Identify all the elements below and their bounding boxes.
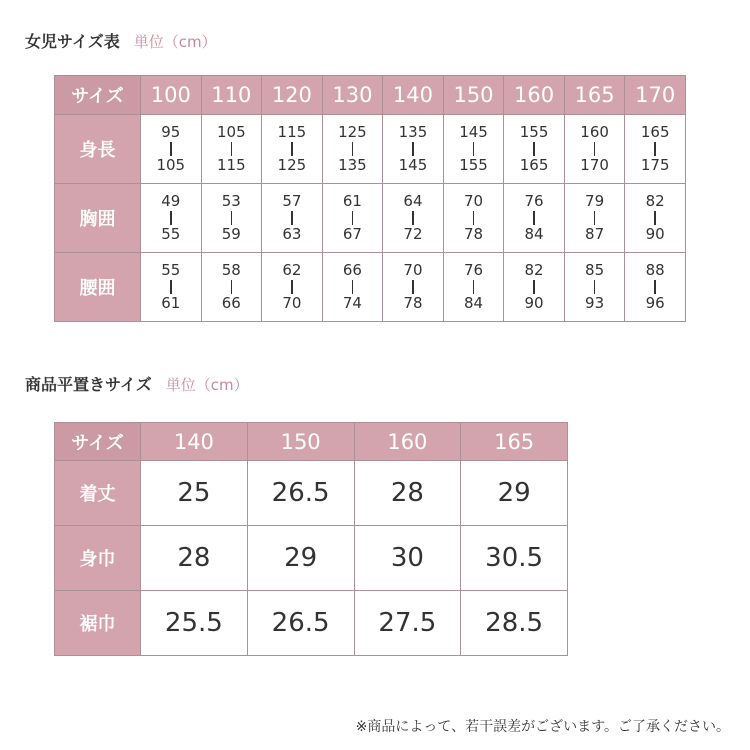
range-max: 84 — [524, 225, 544, 243]
range-separator — [291, 280, 293, 294]
range-separator — [231, 211, 233, 225]
range-max: 87 — [585, 225, 605, 243]
size-corner-header: サイズ — [55, 423, 141, 461]
range-min: 55 — [161, 261, 181, 279]
product-size-chart-title-block — [25, 372, 249, 395]
size-header: 130 — [322, 76, 383, 115]
measurement-cell — [262, 253, 323, 322]
size-corner-header: サイズ — [55, 76, 141, 115]
range-max: 78 — [463, 225, 484, 243]
range-min: 53 — [221, 192, 241, 210]
measurement-range — [323, 193, 383, 243]
measurement-cell — [262, 184, 323, 253]
table-row — [55, 591, 568, 656]
range-min: 57 — [282, 192, 302, 210]
range-min: 155 — [519, 123, 549, 141]
measurement-range — [383, 124, 443, 174]
range-min: 58 — [221, 261, 241, 279]
measurement-cell: 29 — [461, 461, 568, 526]
table-row — [55, 184, 686, 253]
measurement-range — [383, 193, 443, 243]
product-size-chart-title: 商品平置きサイズ — [25, 375, 152, 394]
measurement-range — [323, 124, 383, 174]
measurement-range — [565, 124, 625, 174]
range-separator — [352, 142, 354, 156]
range-max: 72 — [403, 225, 423, 243]
range-min: 70 — [463, 192, 484, 210]
measurement-cell — [564, 253, 625, 322]
range-separator — [473, 142, 475, 156]
range-min: 88 — [645, 261, 665, 279]
table-header-row — [55, 423, 568, 461]
measurement-cell — [443, 115, 504, 184]
measurement-range — [141, 193, 201, 243]
row-label: 裾巾 — [55, 591, 141, 656]
range-separator — [473, 280, 475, 294]
table-row — [55, 253, 686, 322]
range-max: 105 — [156, 156, 186, 174]
measurement-range — [504, 193, 564, 243]
measurement-cell — [443, 184, 504, 253]
measurement-cell — [625, 253, 686, 322]
measurement-range — [202, 262, 262, 312]
table-row — [55, 461, 568, 526]
size-header: 110 — [201, 76, 262, 115]
range-max: 84 — [463, 294, 484, 312]
range-min: 160 — [580, 123, 609, 141]
range-max: 74 — [342, 294, 362, 312]
range-separator — [291, 211, 293, 225]
range-separator — [594, 280, 596, 294]
range-max: 96 — [645, 294, 665, 312]
range-separator — [594, 211, 596, 225]
size-header: 100 — [141, 76, 202, 115]
range-max: 175 — [640, 156, 670, 174]
range-max: 90 — [524, 294, 544, 312]
measurement-cell — [564, 115, 625, 184]
measurement-cell — [201, 184, 262, 253]
row-label: 身巾 — [55, 526, 141, 591]
measurement-range — [202, 124, 262, 174]
measurement-cell: 28 — [141, 526, 248, 591]
range-separator — [170, 280, 172, 294]
range-separator — [654, 280, 656, 294]
range-min: 61 — [342, 192, 362, 210]
measurement-cell — [201, 115, 262, 184]
range-min: 165 — [640, 123, 670, 141]
size-header: 165 — [564, 76, 625, 115]
range-max: 135 — [338, 156, 367, 174]
size-header: 165 — [461, 423, 568, 461]
range-min: 115 — [277, 123, 307, 141]
girls-size-chart-title: 女児サイズ表 — [25, 32, 120, 51]
measurement-range — [323, 262, 383, 312]
range-min: 145 — [459, 123, 488, 141]
range-separator — [352, 280, 354, 294]
row-label: 腰囲 — [55, 253, 141, 322]
girls-size-chart-unit: 単位（cm） — [133, 33, 217, 51]
table-header-row — [55, 76, 686, 115]
measurement-cell — [504, 253, 565, 322]
size-header: 160 — [504, 76, 565, 115]
size-header: 150 — [443, 76, 504, 115]
range-separator — [533, 211, 535, 225]
measurement-cell — [141, 253, 202, 322]
range-separator — [170, 142, 172, 156]
range-min: 76 — [524, 192, 544, 210]
range-max: 93 — [585, 294, 605, 312]
range-min: 105 — [217, 123, 246, 141]
girls-size-table — [54, 75, 686, 322]
measurement-cell — [322, 115, 383, 184]
range-separator — [412, 280, 414, 294]
range-separator — [352, 211, 354, 225]
measurement-range — [565, 262, 625, 312]
range-max: 78 — [403, 294, 423, 312]
measurement-range — [262, 262, 322, 312]
table-row — [55, 526, 568, 591]
range-max: 61 — [161, 294, 181, 312]
row-label: 胸囲 — [55, 184, 141, 253]
measurement-range — [504, 124, 564, 174]
range-separator — [654, 142, 656, 156]
range-max: 59 — [221, 225, 241, 243]
range-max: 115 — [217, 156, 246, 174]
measurement-cell — [443, 253, 504, 322]
range-separator — [533, 280, 535, 294]
range-max: 66 — [221, 294, 241, 312]
range-separator — [533, 142, 535, 156]
range-separator — [654, 211, 656, 225]
measurement-cell: 25 — [141, 461, 248, 526]
range-min: 125 — [338, 123, 367, 141]
range-min: 82 — [645, 192, 665, 210]
range-separator — [412, 211, 414, 225]
range-min: 79 — [585, 192, 605, 210]
product-size-table — [54, 422, 568, 656]
range-max: 155 — [459, 156, 488, 174]
range-separator — [231, 142, 233, 156]
measurement-range — [202, 193, 262, 243]
range-min: 76 — [463, 261, 484, 279]
measurement-cell — [625, 115, 686, 184]
disclaimer-footnote: ※商品によって、若干誤差がございます。ご了承ください。 — [355, 719, 730, 735]
size-header: 170 — [625, 76, 686, 115]
range-separator — [291, 142, 293, 156]
measurement-cell: 30 — [354, 526, 461, 591]
range-min: 70 — [403, 261, 423, 279]
measurement-cell: 30.5 — [461, 526, 568, 591]
range-min: 64 — [403, 192, 423, 210]
measurement-cell — [383, 184, 444, 253]
measurement-cell: 28 — [354, 461, 461, 526]
measurement-cell — [504, 115, 565, 184]
measurement-cell — [141, 115, 202, 184]
size-header: 140 — [383, 76, 444, 115]
range-separator — [170, 211, 172, 225]
range-max: 170 — [580, 156, 609, 174]
measurement-range — [565, 193, 625, 243]
measurement-cell: 27.5 — [354, 591, 461, 656]
measurement-range — [141, 124, 201, 174]
measurement-cell — [262, 115, 323, 184]
measurement-cell — [141, 184, 202, 253]
measurement-cell — [322, 253, 383, 322]
range-min: 82 — [524, 261, 544, 279]
measurement-range — [444, 124, 504, 174]
measurement-range — [383, 262, 443, 312]
range-separator — [231, 280, 233, 294]
range-max: 145 — [398, 156, 428, 174]
measurement-cell: 26.5 — [247, 461, 354, 526]
range-max: 90 — [645, 225, 665, 243]
measurement-range — [444, 193, 504, 243]
range-max: 55 — [161, 225, 181, 243]
range-separator — [412, 142, 414, 156]
range-min: 49 — [161, 192, 181, 210]
range-min: 85 — [585, 261, 605, 279]
measurement-cell — [504, 184, 565, 253]
measurement-range — [625, 124, 685, 174]
range-max: 70 — [282, 294, 302, 312]
size-header: 120 — [262, 76, 323, 115]
measurement-cell — [322, 184, 383, 253]
measurement-range — [444, 262, 504, 312]
measurement-range — [504, 262, 564, 312]
measurement-range — [262, 193, 322, 243]
measurement-cell: 29 — [247, 526, 354, 591]
row-label: 身長 — [55, 115, 141, 184]
table-row — [55, 115, 686, 184]
measurement-cell — [383, 115, 444, 184]
measurement-cell: 25.5 — [141, 591, 248, 656]
range-max: 67 — [342, 225, 362, 243]
size-header: 140 — [141, 423, 248, 461]
measurement-range — [625, 262, 685, 312]
measurement-range — [141, 262, 201, 312]
girls-size-chart-title-block — [25, 29, 217, 52]
measurement-cell — [564, 184, 625, 253]
size-header: 150 — [247, 423, 354, 461]
range-max: 63 — [282, 225, 302, 243]
range-min: 95 — [161, 123, 181, 141]
measurement-cell: 28.5 — [461, 591, 568, 656]
range-separator — [473, 211, 475, 225]
range-max: 125 — [277, 156, 307, 174]
row-label: 着丈 — [55, 461, 141, 526]
range-separator — [594, 142, 596, 156]
product-size-chart-unit: 単位（cm） — [165, 376, 249, 394]
range-max: 165 — [519, 156, 549, 174]
size-header: 160 — [354, 423, 461, 461]
measurement-cell — [201, 253, 262, 322]
measurement-cell — [625, 184, 686, 253]
measurement-cell — [383, 253, 444, 322]
measurement-range — [625, 193, 685, 243]
range-min: 66 — [342, 261, 362, 279]
measurement-cell: 26.5 — [247, 591, 354, 656]
range-min: 135 — [398, 123, 428, 141]
measurement-range — [262, 124, 322, 174]
range-min: 62 — [282, 261, 302, 279]
